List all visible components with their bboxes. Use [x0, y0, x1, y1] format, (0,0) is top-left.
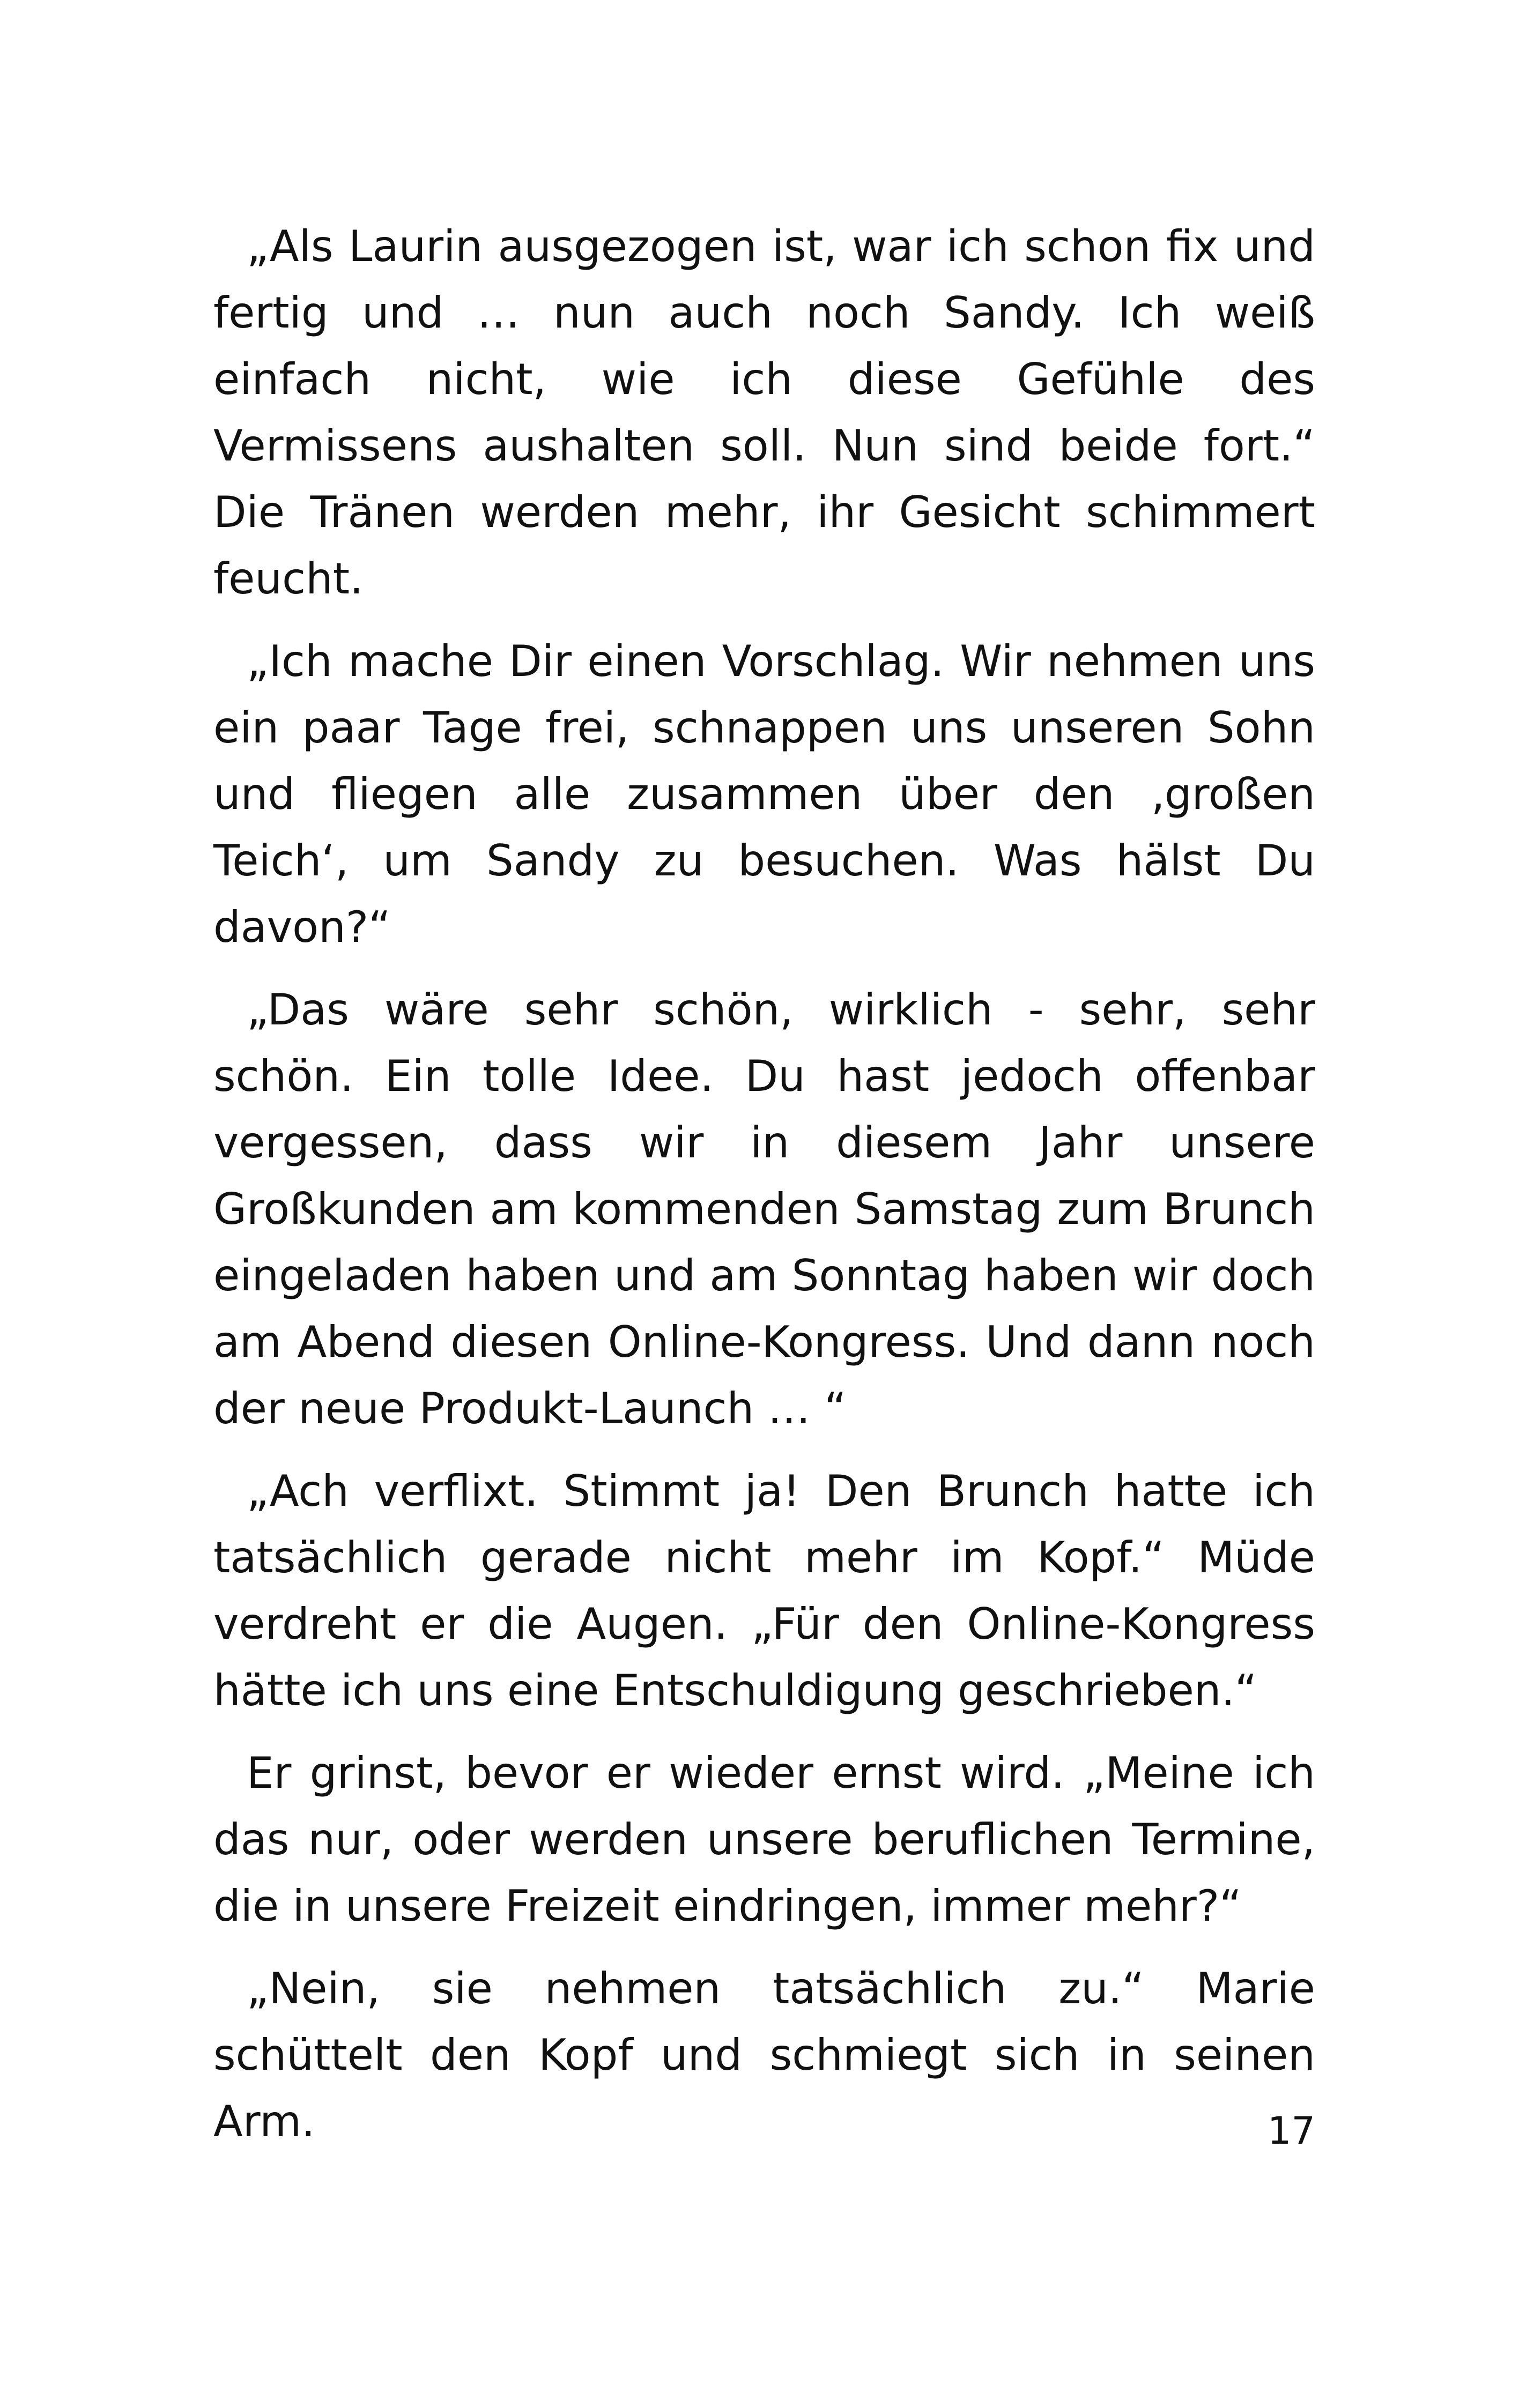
paragraph-5: Er grinst, bevor er wieder ernst wird. „Meine ich das nur, oder werden unsere beruflichen Termine, die in unsere Freizeit eindringen, immer mehr?“: [213, 1748, 1315, 1931]
paragraph-2: „Ich mache Dir einen Vorschlag. Wir nehmen uns ein paar Tage frei, schnappen uns unseren Sohn und fliegen alle zusammen über den ‚großen Teich‘, um Sandy zu besuchen. Was hälst Du davon?“: [213, 636, 1315, 952]
body-text: [213, 213, 1315, 2171]
paragraph-6: „Nein, sie nehmen tatsächlich zu.“ Marie schüttelt den Kopf und schmiegt sich in seinen Arm.: [213, 1964, 1315, 2146]
page-number: 17: [1267, 2109, 1315, 2153]
paragraph-3: „Das wäre sehr schön, wirklich - sehr, sehr schön. Ein tolle Idee. Du hast jedoch offenbar vergessen, dass wir in diesem Jahr unsere Großkunden am kommenden Samstag zum Brunch eingeladen haben und am Sonntag haben wir doch am Abend diesen Online-Kongress. Und dann noch der neue Produkt-Launch … “: [213, 985, 1315, 1433]
paragraph-4: „Ach verflixt. Stimmt ja! Den Brunch hatte ich tatsächlich gerade nicht mehr im Kopf.“ Müde verdreht er die Augen. „Für den Online-Kongress hätte ich uns eine Entschuldigung geschrieben.“: [213, 1466, 1315, 1715]
paragraph-1: „Als Laurin ausgezogen ist, war ich schon fix und fertig und … nun auch noch Sandy. Ich weiß einfach nicht, wie ich diese Gefühle des Vermissens aushalten soll. Nun sind beide fort.“ Die Tränen werden mehr, ihr Gesicht schimmert feucht.: [213, 221, 1315, 604]
